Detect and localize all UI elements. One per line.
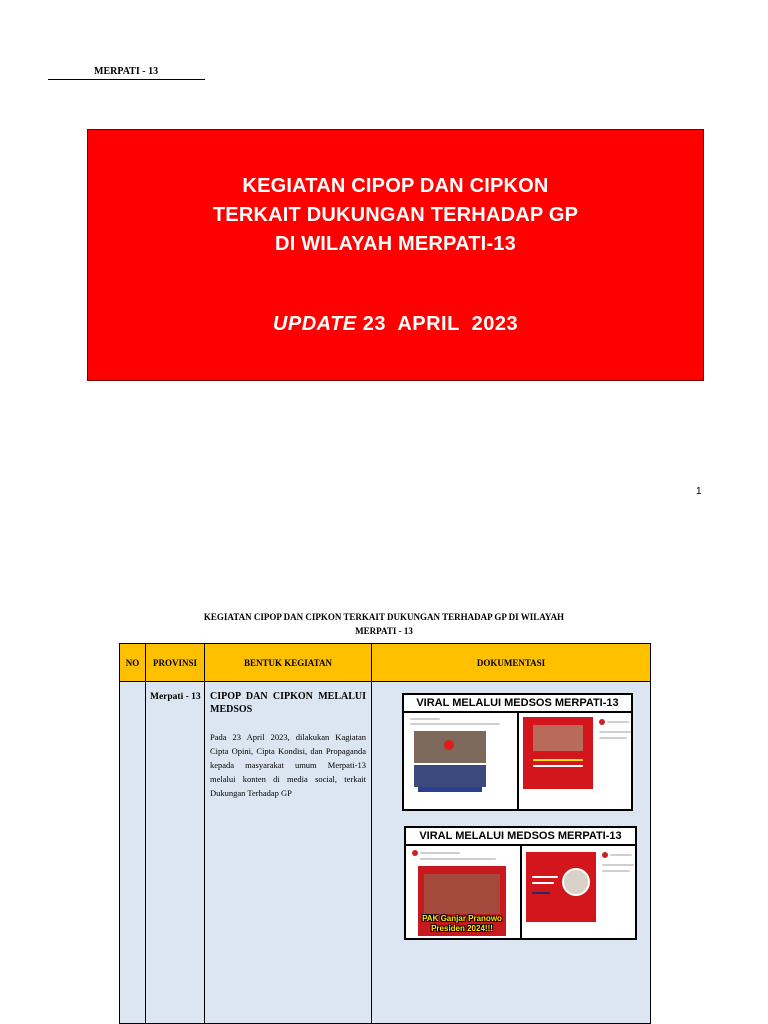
update-date: 23 APRIL 2023 — [356, 313, 519, 335]
provinsi-text: Merpati - 13 — [150, 692, 201, 702]
banner-title — [88, 172, 703, 259]
banner-update — [88, 313, 703, 336]
cell-no — [120, 682, 146, 1024]
table-header-row — [120, 644, 651, 682]
document-title-line-1: KEGIATAN CIPOP DAN CIPKON TERKAIT DUKUNGAN TERHADAP GP DI WILAYAH — [203, 612, 565, 622]
cell-provinsi — [146, 682, 205, 1024]
screenshot-post-1 — [404, 713, 517, 809]
viral-card-2 — [404, 826, 637, 940]
banner-line-1: KEGIATAN CIPOP DAN CIPKON — [242, 175, 549, 197]
title-banner — [87, 129, 704, 381]
document-title-line-2: MERPATI - 13 — [355, 626, 413, 636]
page-number: 1 — [696, 486, 702, 497]
viral-card-1 — [402, 693, 633, 811]
update-word: UPDATE — [272, 313, 357, 335]
photo-crowd — [414, 765, 486, 787]
portrait-avatar — [562, 868, 590, 896]
table-row — [120, 682, 651, 1024]
header-no: NO — [120, 644, 146, 682]
banner-line-3: DI WILAYAH MERPATI-13 — [275, 233, 516, 255]
play-icon — [444, 740, 454, 750]
viral-card-2-title: VIRAL MELALUI MEDSOS MERPATI-13 — [406, 828, 635, 846]
bentuk-description: Pada 23 April 2023, dilakukan Kagiatan Cipta Opini, Cipta Kondisi, dan Propaganda kepada masyarakat umum Merpati-13 melalui konten di media social, terkait Dukungan Terhadap GP — [210, 732, 366, 798]
header-provinsi: PROVINSI — [146, 644, 205, 682]
cell-dokumentasi — [372, 682, 651, 1024]
poster-slogan: PAK Ganjar Pranowo Presiden 2024!!! — [422, 914, 502, 933]
screenshot-post-3 — [406, 846, 520, 938]
screenshot-post-2 — [517, 713, 632, 809]
header-dokumentasi: DOKUMENTASI — [372, 644, 651, 682]
header-label: MERPATI - 13 — [48, 66, 205, 80]
bentuk-title: CIPOP DAN CIPKON MELALUI MEDSOS — [210, 691, 366, 715]
activity-table — [119, 643, 651, 1024]
banner-line-2: TERKAIT DUKUNGAN TERHADAP GP — [212, 204, 579, 226]
screenshot-post-4 — [520, 846, 636, 938]
document-title — [180, 610, 588, 638]
viral-card-1-title: VIRAL MELALUI MEDSOS MERPATI-13 — [404, 695, 631, 713]
header-bentuk-kegiatan: BENTUK KEGIATAN — [205, 644, 372, 682]
cell-bentuk-kegiatan — [205, 682, 372, 1024]
